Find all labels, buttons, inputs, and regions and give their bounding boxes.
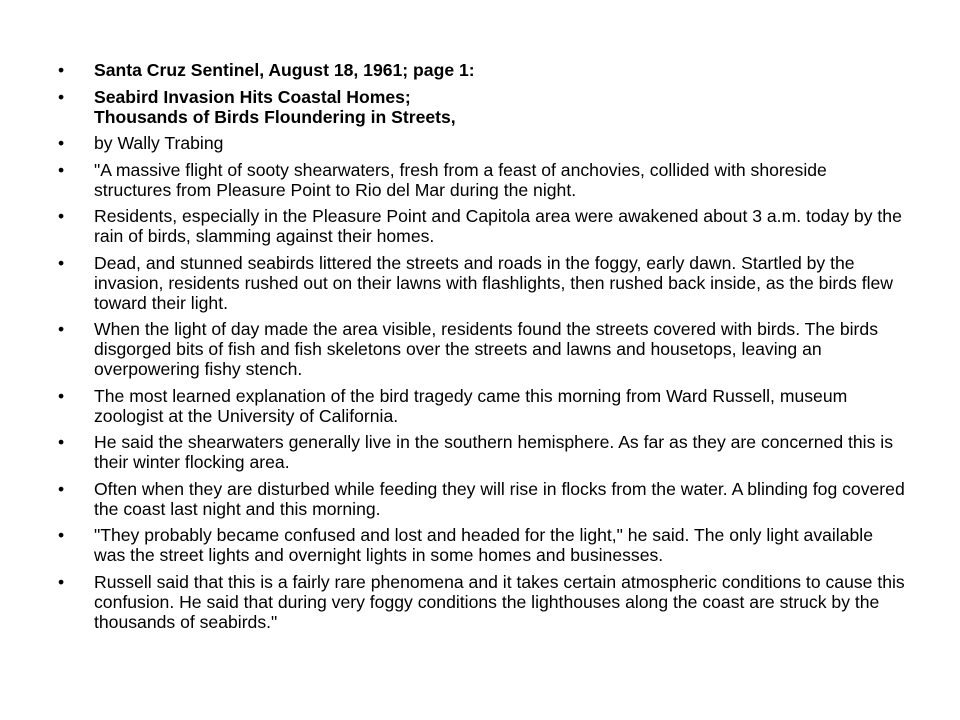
bullet-text-paragraph: The most learned explanation of the bird tragedy came this morning from Ward Russell, museum zoologist at the University of California. bbox=[94, 385, 848, 426]
bullet-dot: • bbox=[58, 525, 65, 545]
bullet-text-paragraph: "They probably became confused and lost and headed for the light," he said. The only light available was the street lights and overnight lights in some homes and businesses. bbox=[94, 525, 873, 565]
bullet-dot: • bbox=[58, 133, 65, 153]
bullet-text-paragraph: Often when they are disturbed while feeding they will rise in flocks from the water. A blinding fog covered the coast last night and this morning. bbox=[94, 478, 905, 519]
bullet-item-paragraph bbox=[58, 479, 908, 519]
bullet-text-source: Santa Cruz Sentinel, August 18, 1961; page 1: bbox=[94, 60, 475, 80]
bullet-item-paragraph bbox=[58, 253, 908, 313]
bullet-dot: • bbox=[58, 60, 65, 80]
bullet-dot: • bbox=[58, 432, 65, 452]
bullet-dot: • bbox=[58, 319, 65, 339]
bullet-item-byline bbox=[58, 133, 908, 153]
bullet-item-paragraph bbox=[58, 319, 908, 379]
bullet-dot: • bbox=[58, 385, 65, 406]
bullet-dot: • bbox=[58, 252, 65, 273]
bullet-text-byline: by Wally Trabing bbox=[94, 133, 224, 153]
bullet-item-paragraph bbox=[58, 206, 908, 246]
article-bullet-list bbox=[58, 60, 908, 638]
bullet-item-paragraph bbox=[58, 386, 908, 426]
bullet-text-paragraph: He said the shearwaters generally live in the southern hemisphere. As far as they are concerned this is their winter flocking area. bbox=[94, 432, 893, 472]
bullet-text-paragraph: Residents, especially in the Pleasure Point and Capitola area were awakened about 3 a.m. today by the rain of birds, slamming against their homes. bbox=[94, 206, 902, 246]
bullet-dot: • bbox=[58, 86, 65, 107]
bullet-dot: • bbox=[58, 206, 65, 226]
bullet-item-headline bbox=[58, 87, 908, 127]
bullet-item-source bbox=[58, 60, 908, 80]
bullet-text-paragraph: When the light of day made the area visible, residents found the streets covered with birds. The birds disgorged bits of fish and fish skeletons over the streets and lawns and housetops, leaving an overpowering fishy stench. bbox=[94, 319, 878, 379]
bullet-text-paragraph: "A massive flight of sooty shearwaters, fresh from a feast of anchovies, collided with shoreside structures from Pleasure Point to Rio del Mar during the night. bbox=[94, 159, 827, 200]
bullet-dot: • bbox=[58, 571, 65, 592]
bullet-item-paragraph bbox=[58, 160, 908, 200]
bullet-item-paragraph bbox=[58, 432, 908, 472]
bullet-dot: • bbox=[58, 159, 65, 180]
bullet-dot: • bbox=[58, 478, 65, 499]
bullet-item-paragraph bbox=[58, 572, 908, 632]
bullet-text-paragraph: Russell said that this is a fairly rare phenomena and it takes certain atmospheric conditions to cause this confusion. He said that during very foggy conditions the lighthouses along the coast are struck by the thousands of seabirds." bbox=[94, 571, 905, 632]
bullet-item-paragraph bbox=[58, 525, 908, 565]
bullet-text-headline: Seabird Invasion Hits Coastal Homes; Thousands of Birds Floundering in Streets, bbox=[94, 86, 456, 127]
bullet-text-paragraph: Dead, and stunned seabirds littered the streets and roads in the foggy, early dawn. Startled by the invasion, residents rushed out on their lawns with flashlights, then rushed back inside, as the birds flew toward their light. bbox=[94, 252, 893, 313]
